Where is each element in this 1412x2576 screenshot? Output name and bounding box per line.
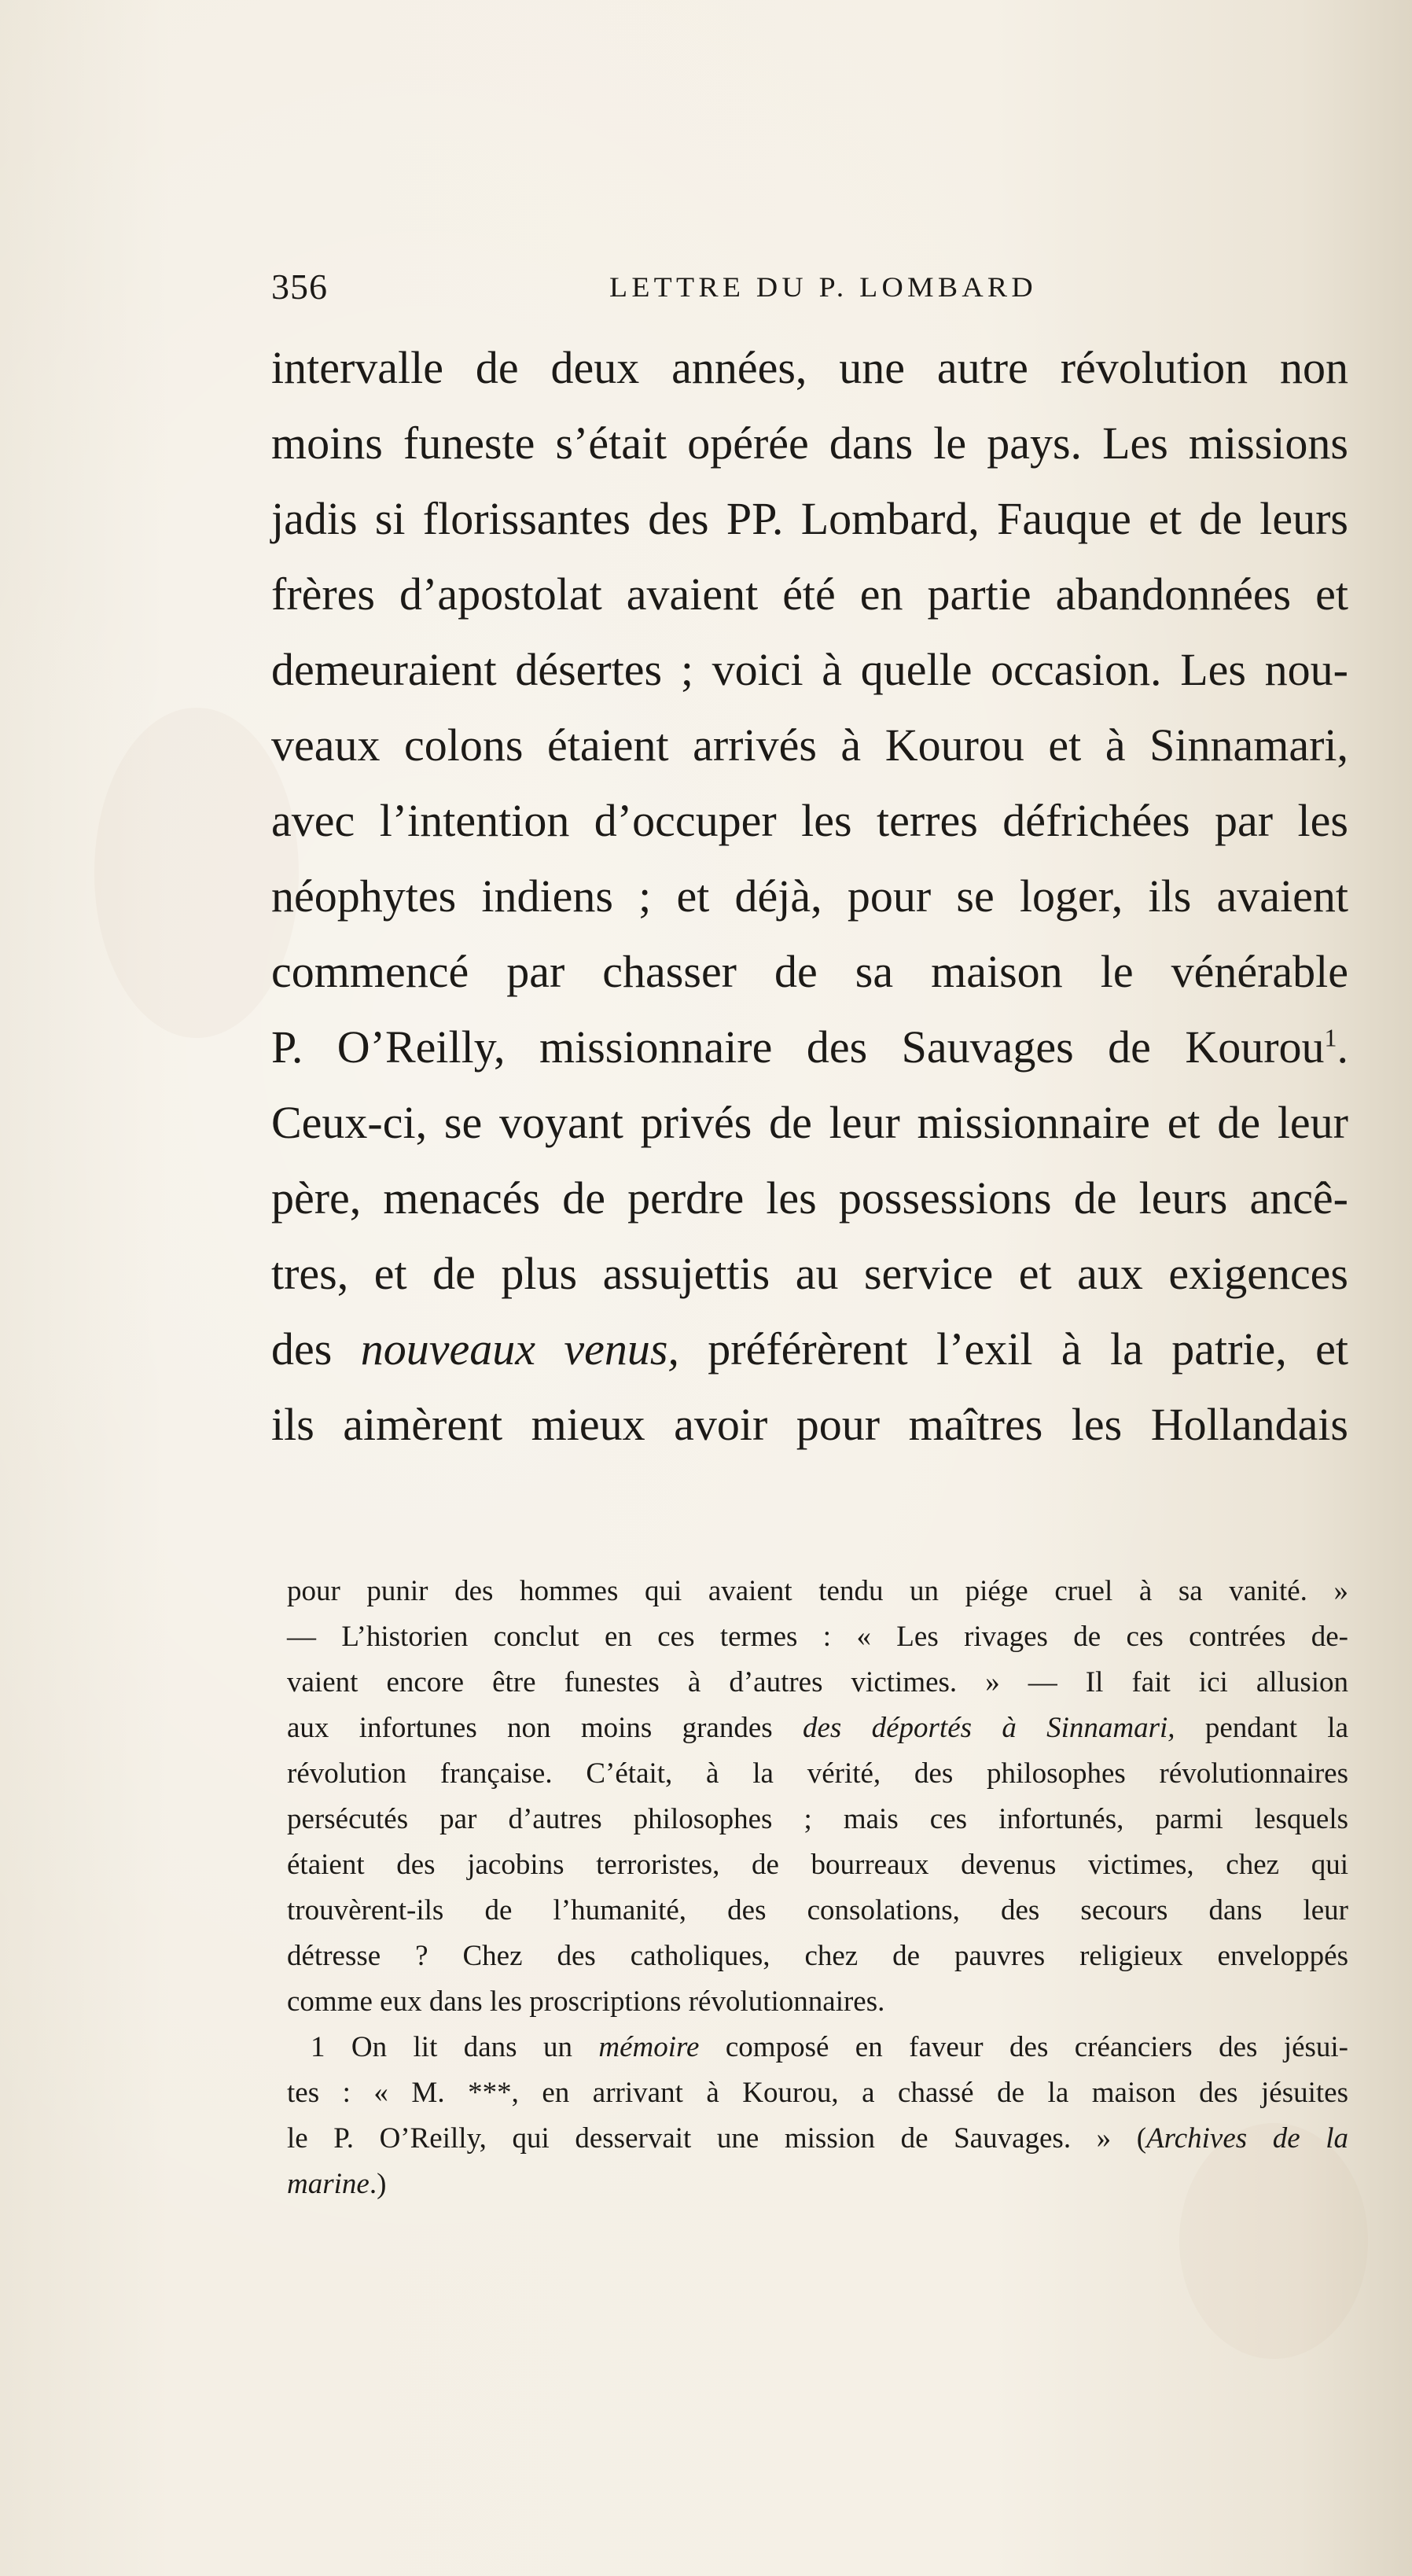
text-line: moins funeste s’était opérée dans le pays. Les missions bbox=[271, 418, 1348, 469]
text-line: tres, et de plus assujettis au service et aux exigences bbox=[271, 1248, 1348, 1299]
running-head bbox=[271, 266, 1348, 305]
footnote-line: détresse ? Chez des catholiques, chez de pauvres religieux enveloppés bbox=[287, 1940, 1348, 1972]
line-end: . bbox=[1337, 1021, 1348, 1073]
footnote-line: pour punir des hommes qui avaient tendu un piége cruel à sa vanité. » bbox=[287, 1575, 1348, 1607]
footnote-reference[interactable]: 1 bbox=[1324, 1024, 1337, 1052]
text-run: On lit dans un bbox=[325, 2031, 599, 2063]
footnote-line: révolution française. C’était, à la vérité, des philosophes révolutionnaires bbox=[287, 1757, 1348, 1790]
footnote-line: vaient encore être funestes à d’autres victimes. » — Il fait ici allusion bbox=[287, 1666, 1348, 1698]
main-text bbox=[271, 330, 1348, 1463]
text-line: intervalle de deux années, une autre révolution non bbox=[271, 342, 1348, 393]
text-line: veaux colons étaient arrivés à Kourou et à Sinnamari, bbox=[271, 719, 1348, 771]
footnote-1-line bbox=[287, 2116, 1348, 2162]
text-line: avec l’intention d’occuper les terres défrichées par les bbox=[271, 795, 1348, 846]
italic-text: marine bbox=[287, 2168, 370, 2200]
text-run: des bbox=[271, 1323, 361, 1374]
line-text: P. O’Reilly, missionnaire des Sauvages de Kourou bbox=[271, 1021, 1325, 1073]
footnote-1-line: tes : « M. ***, en arrivant à Kourou, a chassé de la maison des jésuites bbox=[287, 2077, 1348, 2109]
footnote-line: — L’historien conclut en ces termes : « Les rivages de ces contrées de- bbox=[287, 1621, 1348, 1653]
running-title: LETTRE DU P. LOMBARD bbox=[609, 271, 1037, 303]
footnote-line: étaient des jacobins terroristes, de bourreaux devenus victimes, chez qui bbox=[287, 1849, 1348, 1881]
italic-text: nouveaux venus, bbox=[360, 1323, 679, 1374]
text-run: composé en faveur des créanciers des jésui- bbox=[699, 2031, 1348, 2063]
text-run: .) bbox=[369, 2168, 387, 2200]
text-line: père, menacés de perdre les possessions de leurs ancê- bbox=[271, 1172, 1348, 1224]
text-run: le P. O’Reilly, qui desservait une mission de Sauvages. » ( bbox=[287, 2122, 1147, 2155]
text-line: frères d’apostolat avaient été en partie abandonnées et bbox=[271, 569, 1348, 620]
footnote-line bbox=[287, 1706, 1348, 1751]
footnotes bbox=[287, 1569, 1348, 2207]
text-line: commencé par chasser de sa maison le vénérable bbox=[271, 946, 1348, 997]
text-line: jadis si florissantes des PP. Lombard, Fauque et de leurs bbox=[271, 493, 1348, 544]
italic-text: mémoire bbox=[598, 2031, 700, 2063]
footnote-line: trouvèrent-ils de l’humanité, des consolations, des secours dans leur bbox=[287, 1894, 1348, 1926]
text-line: ils aimèrent mieux avoir pour maîtres les Hollandais bbox=[271, 1399, 1348, 1450]
text-line: demeuraient désertes ; voici à quelle occasion. Les nou- bbox=[271, 644, 1348, 695]
text-run: pendant la bbox=[1175, 1712, 1348, 1744]
text-line bbox=[271, 1010, 1348, 1085]
text-line: Ceux-ci, se voyant privés de leur missionnaire et de leur bbox=[271, 1097, 1348, 1148]
italic-text: Archives de la bbox=[1146, 2122, 1348, 2155]
footnote-1-line bbox=[287, 2162, 1348, 2207]
text-line: néophytes indiens ; et déjà, pour se loger, ils avaient bbox=[271, 870, 1348, 922]
footnote-marker: 1 bbox=[311, 2031, 325, 2063]
italic-text: des déportés à Sinnamari, bbox=[802, 1712, 1175, 1744]
footnote-line: persécutés par d’autres philosophes ; mais ces infortunés, parmi lesquels bbox=[287, 1803, 1348, 1835]
footnote-1-line bbox=[287, 2025, 1348, 2070]
page-number: 356 bbox=[271, 267, 328, 307]
footnote-line: comme eux dans les proscriptions révolutionnaires. bbox=[287, 1985, 885, 2018]
paper-stain bbox=[94, 708, 299, 1038]
text-run: aux infortunes non moins grandes bbox=[287, 1712, 803, 1744]
text-run: préférèrent l’exil à la patrie, et bbox=[678, 1323, 1348, 1374]
text-line bbox=[271, 1312, 1348, 1387]
